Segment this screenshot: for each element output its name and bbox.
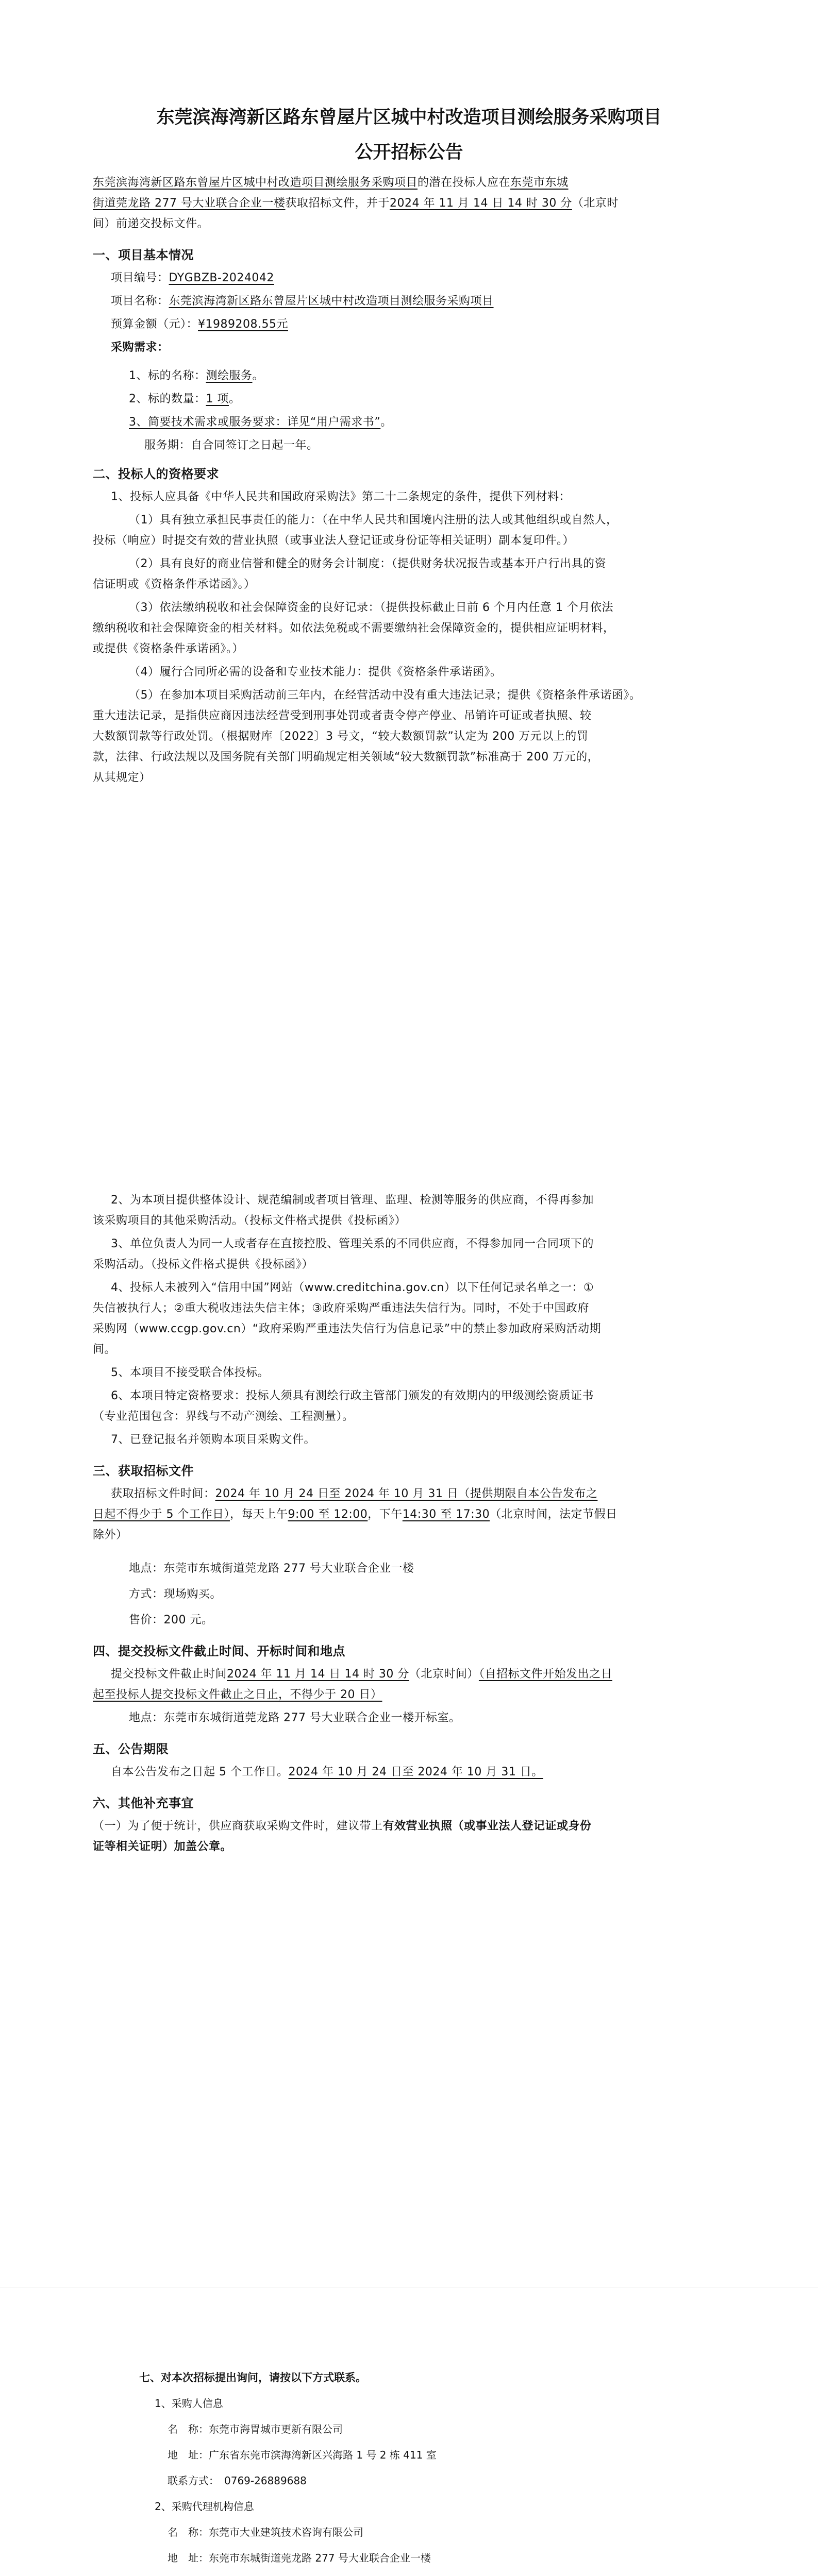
opening-place: 地点：东莞市东城街道莞龙路 277 号大业联合企业一楼开标室。 (129, 1711, 461, 1724)
qualification-4d: 间。 (93, 1343, 116, 1356)
agent-address: 地 址：东莞市东城街道莞龙路 277 号大业联合企业一楼 (168, 2552, 431, 2564)
requirement-item-1: 1、标的名称：测绘服务。 (129, 369, 264, 382)
budget: 预算金额（元）：¥1989208.55元 (111, 318, 288, 331)
qualification-1-5a: （5）在参加本项目采购活动前三年内，在经营活动中没有重大违法记录；提供《资格条件承诺函》。 (129, 689, 641, 702)
notice-subtitle: 公开招标公告 (355, 142, 463, 163)
qualification-1-3c: 或提供《资格条件承诺函》。） (93, 642, 244, 655)
buyer-phone: 联系方式： 0769-26889688 (168, 2475, 307, 2487)
section-3-heading: 三、获取招标文件 (93, 1464, 194, 1478)
qualification-1: 1、投标人应具备《中华人民共和国政府采购法》第二十二条规定的条件，提供下列材料： (111, 490, 571, 503)
obtain-time-line-3: 除外） (93, 1529, 128, 1541)
buyer-address: 地 址：广东省东莞市滨海湾新区兴海路 1 号 2 栋 411 室 (168, 2449, 437, 2461)
qualification-1-1a: （1）具有独立承担民事责任的能力：（在中华人民共和国境内注册的法人或其他组织或自然人， (129, 514, 618, 527)
qualification-1-5b: 重大违法记录，是指供应商因违法经营受到刑事处罚或者责令停产停业、吊销许可证或者执照、较 (93, 709, 592, 722)
qualification-1-3a: （3）依法缴纳税收和社会保障资金的良好记录：（提供投标截止日前 6 个月内任意 1 个月依法 (129, 601, 613, 614)
qualification-1-3b: 缴纳税收和社会保障资金的相关材料。如依法免税或不需要缴纳社会保障资金的，提供相应证明材料， (93, 622, 615, 635)
requirement-label: 采购需求： (111, 341, 169, 354)
obtain-time-line-1: 获取招标文件时间：2024 年 10 月 24 日至 2024 年 10 月 31 日（提供期限自本公告发布之 (111, 1487, 598, 1500)
qualification-4c: 采购网（www.ccgp.gov.cn）“政府采购严重违法失信行为信息记录”中的禁止参加政府采购活动期 (93, 1323, 602, 1335)
qualification-2b: 该采购项目的其他采购活动。（投标文件格式提供《投标函》） (93, 1214, 407, 1227)
supplement-line-2: 证等相关证明）加盖公章。 (93, 1840, 232, 1853)
qualification-3a: 3、单位负责人为同一人或者存在直接控股、管理关系的不同供应商，不得参加同一合同项下的 (111, 1238, 594, 1250)
section-5-heading: 五、公告期限 (93, 1742, 169, 1756)
supplement-line-1: （一）为了便于统计，供应商获取采购文件时，建议带上有效营业执照（或事业法人登记证或身份 (93, 1820, 592, 1833)
qualification-1-2a: （2）具有良好的商业信誉和健全的财务会计制度：（提供财务状况报告或基本开户行出具的资 (129, 557, 607, 570)
project-code: 项目编号：DYGBZB-2024042 (111, 272, 274, 284)
section-2-heading: 二、投标人的资格要求 (93, 467, 219, 481)
buyer-info-heading: 1、采购人信息 (155, 2397, 223, 2410)
qualification-2a: 2、为本项目提供整体设计、规范编制或者项目管理、监理、检测等服务的供应商，不得再参加 (111, 1194, 594, 1207)
intro-line-2: 街道莞龙路 277 号大业联合企业一楼获取招标文件，并于2024 年 11 月 14 日 14 时 30 分（北京时 (93, 197, 619, 210)
section-6-heading: 六、其他补充事宜 (93, 1796, 194, 1810)
qualification-7: 7、已登记报名并领购本项目采购文件。 (111, 1433, 315, 1446)
obtain-way: 方式：现场购买。 (129, 1588, 222, 1601)
page-2 (0, 2287, 818, 2576)
intro-line-1: 东莞滨海湾新区路东曾屋片区城中村改造项目测绘服务采购项目的潜在投标人应在东莞市东城 (93, 176, 569, 189)
section-1-heading: 一、项目基本情况 (93, 248, 194, 262)
obtain-place: 地点：东莞市东城街道莞龙路 277 号大业联合企业一楼 (129, 1562, 414, 1575)
service-period: 服务期：自合同签订之日起一年。 (144, 439, 319, 452)
project-name: 项目名称：东莞滨海湾新区路东曾屋片区城中村改造项目测绘服务采购项目 (111, 295, 494, 308)
notice-title: 东莞滨海湾新区路东曾屋片区城中村改造项目测绘服务采购项目 (156, 107, 662, 128)
requirement-item-3: 3、简要技术需求或服务要求：详见“用户需求书”。 (129, 416, 392, 429)
deadline-line-1: 提交投标文件截止时间2024 年 11 月 14 日 14 时 30 分（北京时间）（自招标文件开始发出之日 (111, 1668, 612, 1681)
qualification-1-5c: 大数额罚款等行政处罚。（根据财库〔2022〕3 号文，“较大数额罚款”认定为 200 万元以上的罚 (93, 730, 589, 743)
deadline-line-2: 起至投标人提交投标文件截止之日止，不得少于 20 日） (93, 1688, 382, 1701)
qualification-4b: 失信被执行人；②重大税收违法失信主体；③政府采购严重违法失信行为。同时，不处于中国政府 (93, 1302, 589, 1315)
qualification-1-5e: 从其规定） (93, 771, 151, 784)
section-4-heading: 四、提交投标文件截止时间、开标时间和地点 (93, 1644, 345, 1658)
agent-info-heading: 2、采购代理机构信息 (155, 2500, 254, 2513)
obtain-time-line-2: 日起不得少于 5 个工作日），每天上午9:00 至 12:00，下午14:30 至 17:30（北京时间，法定节假日 (93, 1508, 617, 1521)
buyer-name: 名 称：东莞市海胃城市更新有限公司 (168, 2423, 343, 2435)
qualification-6b: （专业范围包含：界线与不动产测绘、工程测量）。 (93, 1410, 354, 1423)
qualification-5: 5、本项目不接受联合体投标。 (111, 1366, 269, 1379)
qualification-3b: 采购活动。（投标文件格式提供《投标函》） (93, 1258, 314, 1271)
notice-period: 自本公告发布之日起 5 个工作日。2024 年 10 月 24 日至 2024 年 10 月 31 日。 (111, 1766, 543, 1778)
intro-line-3: 间）前递交投标文件。 (93, 217, 209, 230)
qualification-6a: 6、本项目特定资格要求：投标人须具有测绘行政主管部门颁发的有效期内的甲级测绘资质证书 (111, 1389, 594, 1402)
obtain-price: 售价：200 元。 (129, 1614, 213, 1626)
qualification-1-2b: 信证明或《资格条件承诺函》。） (93, 578, 256, 591)
qualification-1-1b: 投标（响应）时提交有效的营业执照（或事业法人登记证或身份证等相关证明）副本复印件。） (93, 534, 575, 547)
section-7-heading: 七、对本次招标提出询问，请按以下方式联系。 (139, 2371, 366, 2384)
qualification-4a: 4、投标人未被列入“信用中国”网站（www.creditchina.gov.cn）以下任何记录名单之一：① (111, 1281, 594, 1294)
qualification-1-5d: 款，法律、行政法规以及国务院有关部门明确规定相关领域“较大数额罚款”标准高于 200 万元的， (93, 751, 599, 764)
requirement-item-2: 2、标的数量：1 项。 (129, 393, 241, 405)
agent-name: 名 称：东莞市大业建筑技术咨询有限公司 (168, 2526, 363, 2538)
qualification-1-4: （4）履行合同所必需的设备和专业技术能力：提供《资格条件承诺函》。 (129, 666, 502, 679)
